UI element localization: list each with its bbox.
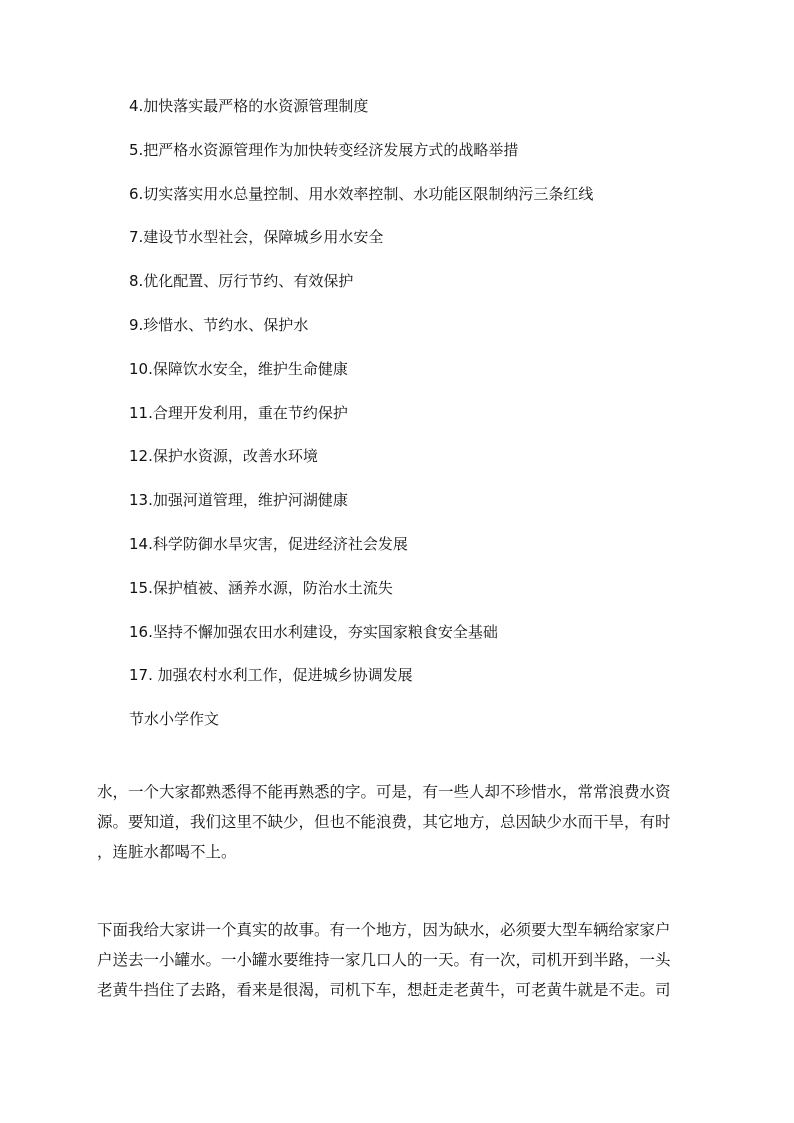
paragraph-line: 源。要知道，我们这里不缺少，但也不能浪费，其它地方，总因缺少水而干旱，有时 <box>97 813 671 831</box>
list-item: 12.保护水资源，改善水环境 <box>129 447 318 466</box>
list-item: 15.保护植被、涵养水源，防治水土流失 <box>129 578 393 597</box>
list-item: 4.加快落实最严格的水资源管理制度 <box>129 97 369 115</box>
list-item: 14.科学防御水旱灾害，促进经济社会发展 <box>129 534 408 553</box>
essay-title: 节水小学作文 <box>129 710 220 728</box>
list-item: 5.把严格水资源管理作为加快转变经济发展方式的战略举措 <box>129 140 519 159</box>
paragraph-line: 户送去一小罐水。一小罐水要维持一家几口人的一天。有一次，司机开到半路，一头 <box>97 951 671 969</box>
list-item: 6.切实落实用水总量控制、用水效率控制、水功能区限制纳污三条红线 <box>129 184 594 203</box>
slogan-list <box>129 96 593 709</box>
paragraph-line: ，连脏水都喝不上。 <box>97 843 237 861</box>
list-item: 8.优化配置、厉行节约、有效保护 <box>129 272 354 291</box>
list-item: 16.坚持不懈加强农田水利建设，夯实国家粮食安全基础 <box>129 622 498 641</box>
essay-paragraph-1 <box>97 777 697 867</box>
paragraph-line: 老黄牛挡住了去路，看来是很渴，司机下车，想赶走老黄牛，可老黄牛就是不走。司 <box>97 981 671 999</box>
list-item: 10.保障饮水安全，维护生命健康 <box>129 359 348 378</box>
list-item: 9.珍惜水、节约水、保护水 <box>129 315 309 334</box>
list-item: 11.合理开发利用，重在节约保护 <box>129 403 348 422</box>
list-item: 7.建设节水型社会，保障城乡用水安全 <box>129 228 384 247</box>
paragraph-line: 下面我给大家讲一个真实的故事。有一个地方，因为缺水，必须要大型车辆给家家户 <box>97 921 671 939</box>
list-item: 17. 加强农村水利工作，促进城乡协调发展 <box>129 666 413 685</box>
paragraph-line: 水，一个大家都熟悉得不能再熟悉的字。可是，有一些人却不珍惜水，常常浪费水资 <box>97 783 671 801</box>
essay-paragraph-2 <box>97 915 697 1005</box>
list-item: 13.加强河道管理，维护河湖健康 <box>129 491 348 510</box>
